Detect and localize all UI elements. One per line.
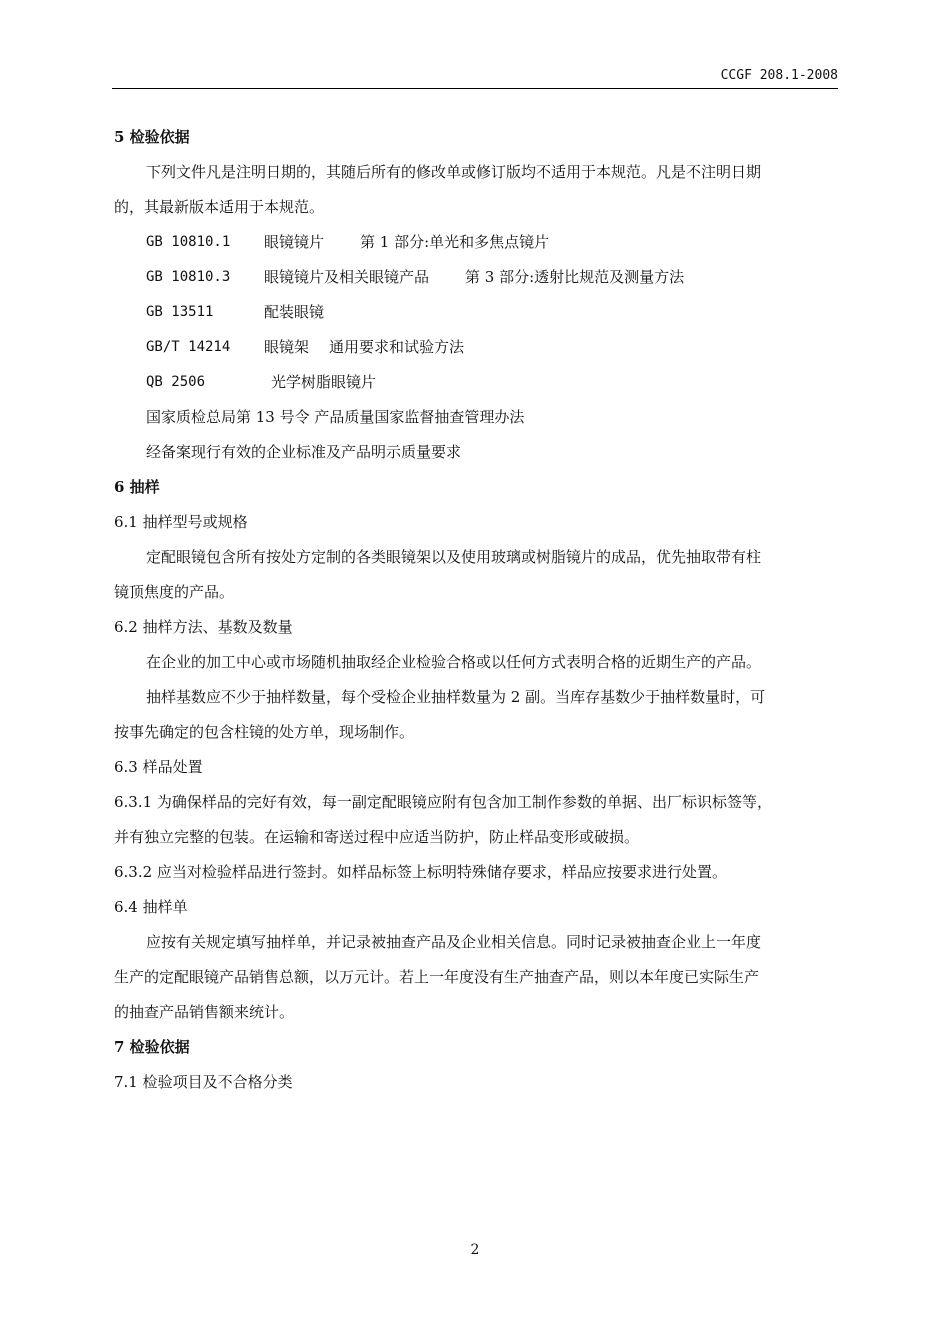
section-6-2-para-1: 在企业的加工中心或市场随机抽取经企业检验合格或以任何方式表明合格的近期生产的产品。 (146, 653, 762, 671)
reference-item (114, 260, 839, 295)
reference-part: 第 3 部分:透射比规范及测量方法 (465, 268, 685, 286)
reference-item (114, 365, 839, 400)
section-6-title: 6 抽样 (114, 478, 160, 496)
reference-name: 光学树脂眼镜片 (271, 373, 377, 391)
section-6-1-para-line-2: 镜顶焦度的产品。 (114, 583, 235, 601)
reference-name: 眼镜镜片及相关眼镜产品 (264, 268, 430, 286)
section-5-intro-line-2: 的，其最新版本适用于本规范。 (114, 198, 325, 216)
reference-extra-2: 经备案现行有效的企业标准及产品明示质量要求 (146, 443, 462, 461)
reference-item (114, 330, 839, 365)
reference-code: GB/T 14214 (146, 339, 231, 355)
reference-code: GB 10810.1 (146, 234, 231, 250)
section-6-4-para-line-3: 的抽查产品销售额来统计。 (114, 1003, 295, 1021)
document-body (114, 120, 839, 1100)
reference-name: 配装眼镜 (264, 303, 325, 321)
reference-item (114, 225, 839, 260)
section-6-3-1-line-1: 6.3.1 为确保样品的完好有效，每一副定配眼镜应附有包含加工制作参数的单据、出厂标识标签等， (114, 793, 772, 811)
document-code: CCGF 208.1-2008 (720, 68, 838, 83)
section-5-intro-line-1: 下列文件凡是注明日期的，其随后所有的修改单或修订版均不适用于本规范。凡是不注明日期 (146, 163, 762, 181)
reference-part: 第 1 部分:单光和多焦点镜片 (360, 233, 550, 251)
section-6-1-para-line-1: 定配眼镜包含所有按处方定制的各类眼镜架以及使用玻璃或树脂镜片的成品，优先抽取带有柱 (146, 548, 762, 566)
section-6-2-para-2-line-1: 抽样基数应不少于抽样数量，每个受检企业抽样数量为 2 副。当库存基数少于抽样数量时，可 (146, 688, 766, 706)
section-7-title: 7 检验依据 (114, 1038, 190, 1056)
section-6-3-title: 6.3 样品处置 (114, 758, 203, 776)
section-6-3-1-line-2: 并有独立完整的包装。在运输和寄送过程中应适当防护，防止样品变形或破损。 (114, 828, 640, 846)
section-6-1-title: 6.1 抽样型号或规格 (114, 513, 248, 531)
reference-name: 眼镜架 (264, 338, 310, 356)
reference-extra-1: 国家质检总局第 13 号令 产品质量国家监督抽查管理办法 (146, 408, 525, 426)
section-5-title: 5 检验依据 (114, 128, 190, 146)
section-6-3-2: 6.3.2 应当对检验样品进行签封。如样品标签上标明特殊储存要求，样品应按要求进行处置。 (114, 863, 727, 881)
reference-code: GB 13511 (146, 304, 214, 320)
section-7-1-title: 7.1 检验项目及不合格分类 (114, 1073, 293, 1091)
section-6-4-para-line-2: 生产的定配眼镜产品销售总额，以万元计。若上一年度没有生产抽查产品，则以本年度已实际生产 (114, 968, 760, 986)
section-6-2-title: 6.2 抽样方法、基数及数量 (114, 618, 293, 636)
reference-code: QB 2506 (146, 374, 206, 390)
section-6-4-para-line-1: 应按有关规定填写抽样单，并记录被抽查产品及企业相关信息。同时记录被抽查企业上一年度 (146, 933, 762, 951)
reference-name: 眼镜镜片 (264, 233, 325, 251)
section-6-4-title: 6.4 抽样单 (114, 898, 188, 916)
section-6-2-para-2-line-2: 按事先确定的包含柱镜的处方单，现场制作。 (114, 723, 415, 741)
reference-code: GB 10810.3 (146, 269, 231, 285)
reference-item (114, 295, 839, 330)
page-header (112, 64, 838, 89)
page-number: 2 (470, 1242, 480, 1258)
reference-part: 通用要求和试验方法 (329, 338, 465, 356)
